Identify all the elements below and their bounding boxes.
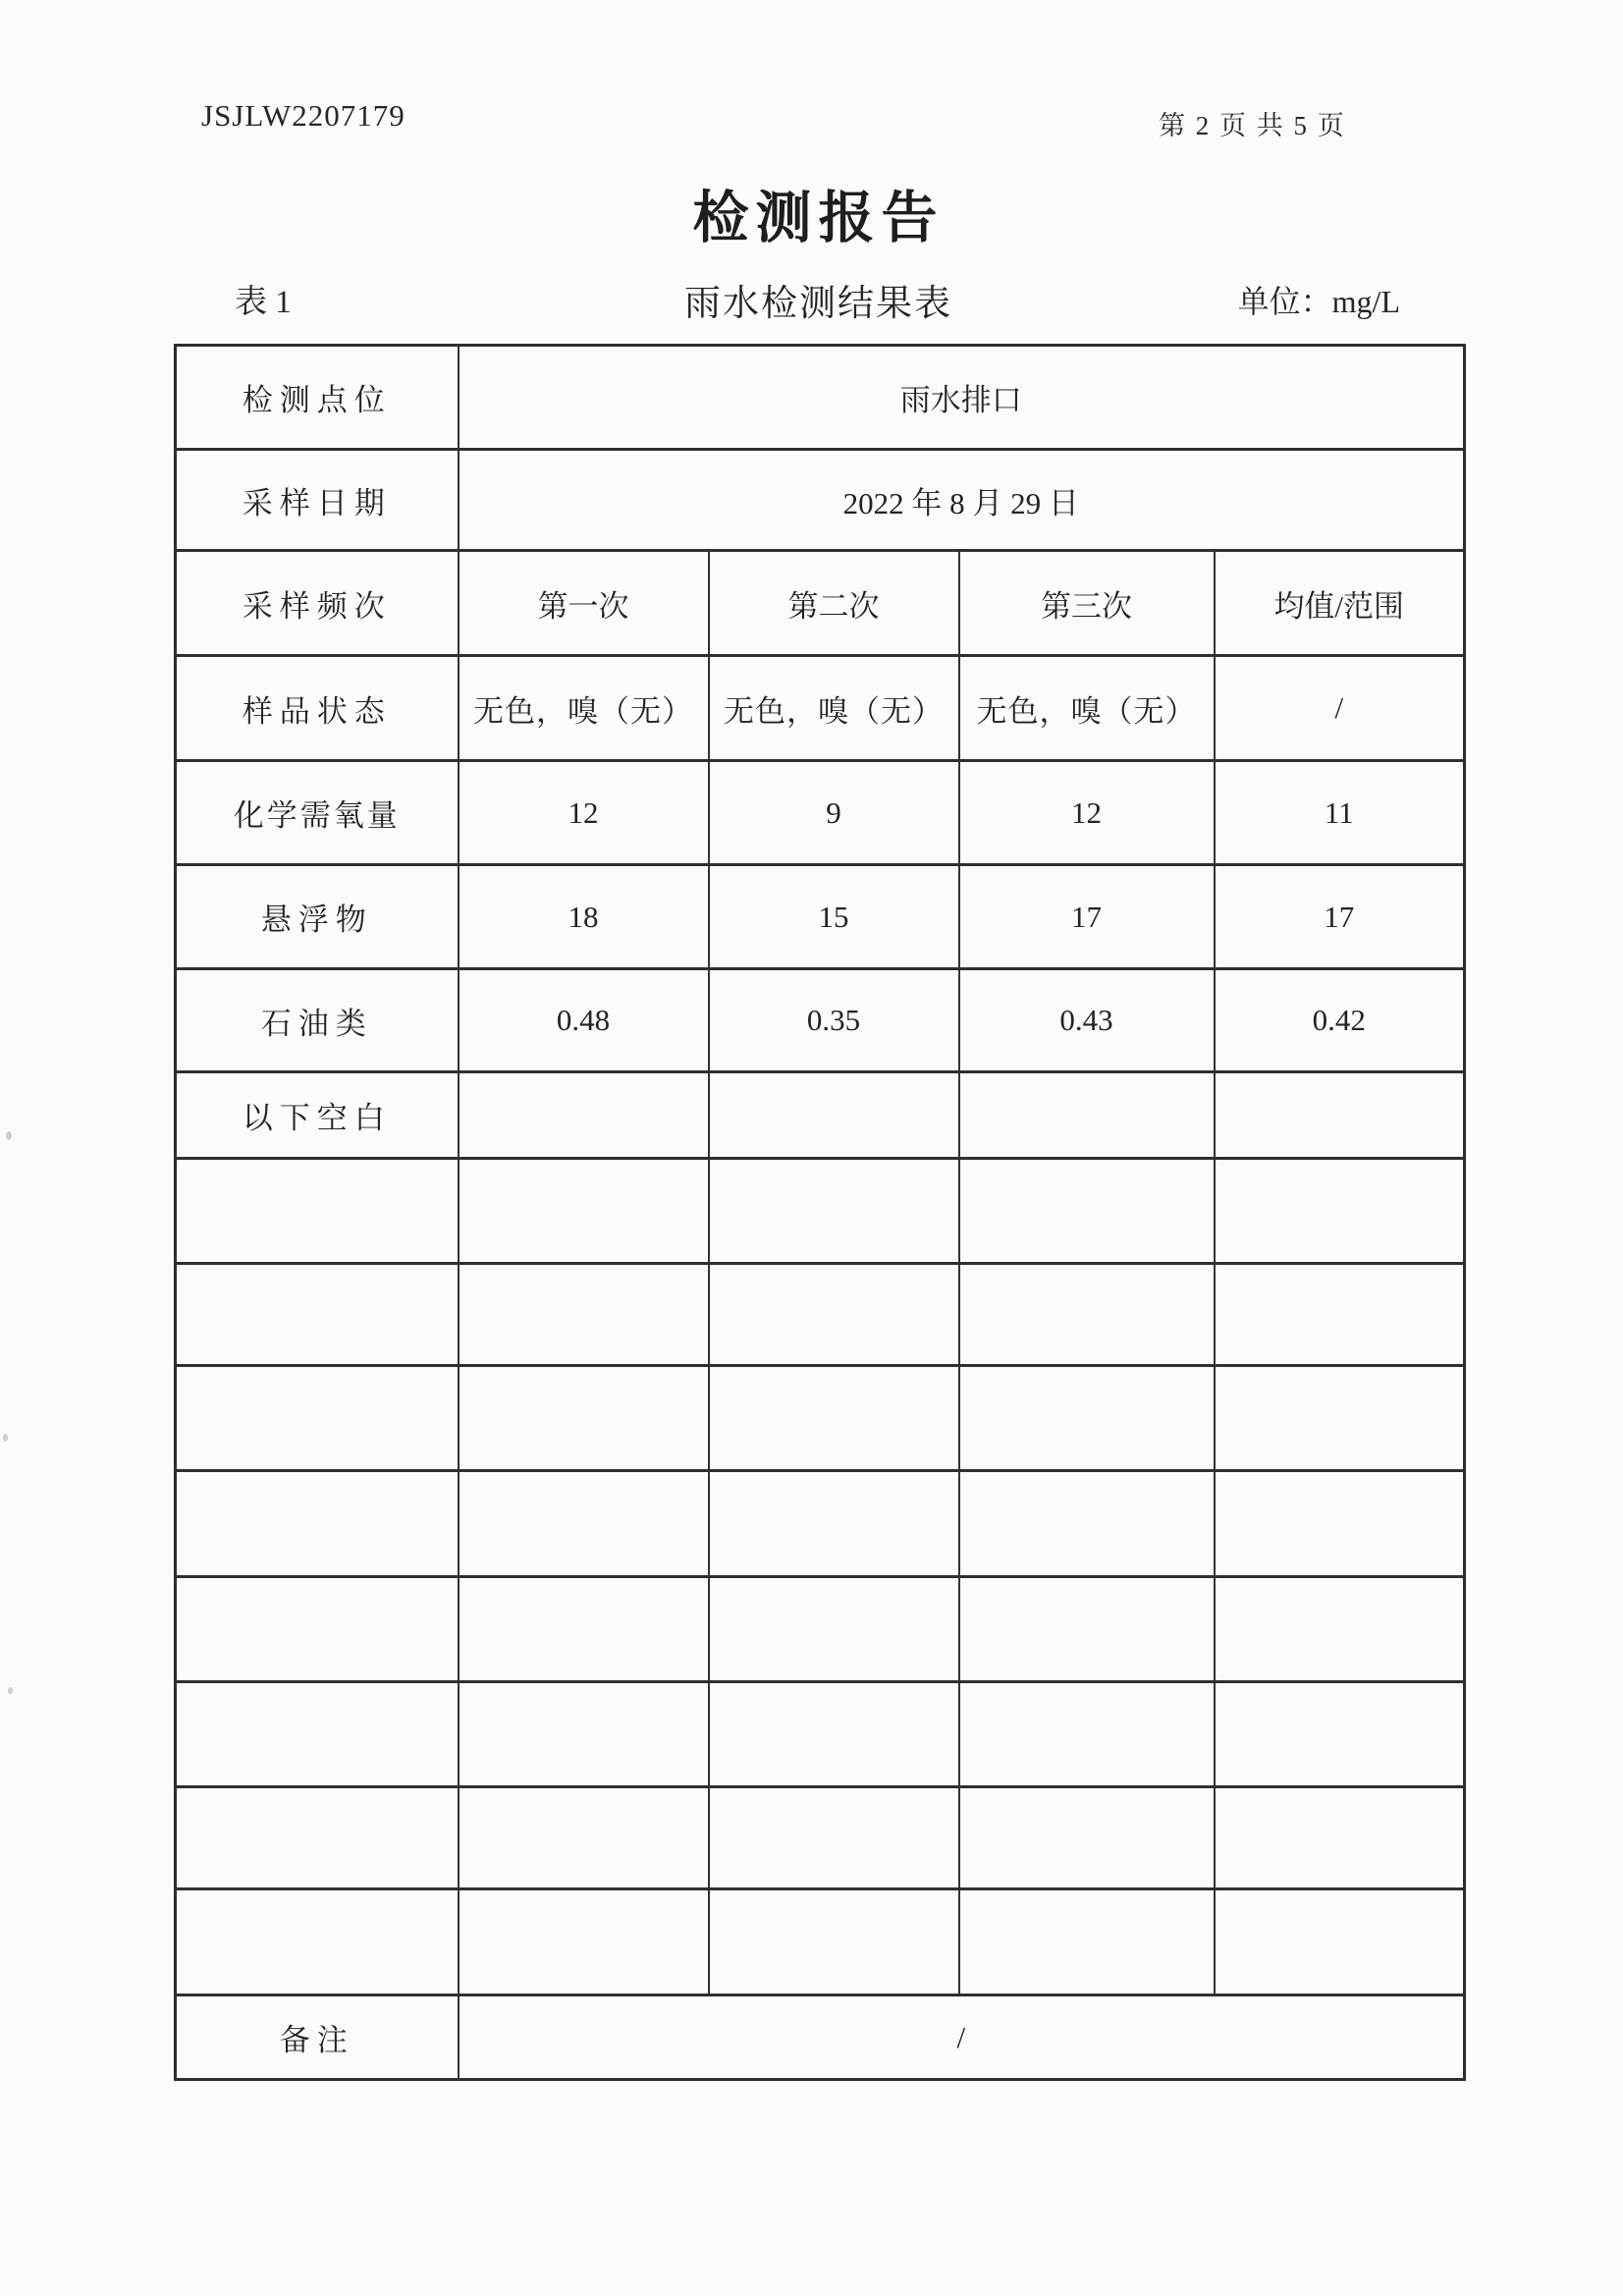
cell-empty — [709, 1471, 959, 1577]
cell-value: 9 — [709, 761, 959, 865]
row-label: 样品状态 — [176, 656, 459, 761]
table-row-sampling-frequency — [176, 551, 1465, 656]
table-row-empty — [176, 1889, 1465, 1995]
cell-value: 0.43 — [959, 969, 1215, 1072]
cell-value: 无色，嗅（无） — [709, 656, 959, 761]
cell-empty — [459, 1787, 709, 1889]
cell-value: 第二次 — [709, 551, 959, 656]
cell-empty — [959, 1577, 1215, 1682]
cell-empty — [709, 1159, 959, 1264]
report-title: 检测报告 — [692, 188, 945, 249]
cell-empty — [959, 1787, 1215, 1889]
cell-empty — [459, 1366, 709, 1471]
table-row-suspended-solids — [176, 865, 1465, 969]
cell-value: / — [1215, 656, 1465, 761]
cell-empty — [459, 1889, 709, 1995]
table-label: 表 1 — [235, 285, 292, 320]
cell-empty — [1215, 1577, 1465, 1682]
table-row-empty — [176, 1159, 1465, 1264]
cell-empty — [959, 1072, 1215, 1159]
cell-empty — [1215, 1159, 1465, 1264]
cell-value: 17 — [959, 865, 1215, 969]
cell-value: 雨水排口 — [459, 346, 1465, 450]
table-caption-row — [174, 273, 1463, 324]
cell-empty — [1215, 1889, 1465, 1995]
table-row-empty — [176, 1787, 1465, 1889]
cell-empty — [709, 1072, 959, 1159]
cell-value: 12 — [459, 761, 709, 865]
row-label: 化学需氧量 — [176, 761, 459, 865]
cell-empty — [709, 1264, 959, 1366]
cell-empty — [709, 1577, 959, 1682]
row-label: 备注 — [176, 1995, 459, 2080]
cell-value: 0.48 — [459, 969, 709, 1072]
cell-empty — [959, 1471, 1215, 1577]
page-number: 第 2 页 共 5 页 — [1159, 111, 1346, 140]
cell-value: 0.35 — [709, 969, 959, 1072]
scan-artifact — [6, 1131, 12, 1140]
scan-artifact — [3, 1434, 8, 1442]
report-code: JSJLW2207179 — [201, 98, 406, 133]
row-label: 石油类 — [176, 969, 459, 1072]
row-label: 采样频次 — [176, 551, 459, 656]
table-title: 雨水检测结果表 — [684, 284, 952, 324]
cell-empty — [459, 1264, 709, 1366]
cell-value: 0.42 — [1215, 969, 1465, 1072]
cell-empty — [709, 1366, 959, 1471]
row-label: 悬浮物 — [176, 865, 459, 969]
cell-empty — [1215, 1682, 1465, 1787]
table-row-blank-below — [176, 1072, 1465, 1159]
row-label: 检测点位 — [176, 346, 459, 450]
table-row-petroleum — [176, 969, 1465, 1072]
cell-value: 无色，嗅（无） — [459, 656, 709, 761]
cell-empty — [459, 1471, 709, 1577]
table-row-empty — [176, 1471, 1465, 1577]
cell-empty — [709, 1787, 959, 1889]
table-row-remarks — [176, 1995, 1465, 2080]
cell-empty — [459, 1682, 709, 1787]
cell-empty — [959, 1366, 1215, 1471]
cell-empty — [709, 1889, 959, 1995]
cell-empty — [459, 1072, 709, 1159]
cell-empty — [1215, 1072, 1465, 1159]
table-row-monitoring-point — [176, 346, 1465, 450]
cell-empty — [959, 1889, 1215, 1995]
cell-value: 18 — [459, 865, 709, 969]
cell-empty — [459, 1577, 709, 1682]
cell-empty — [176, 1264, 459, 1366]
table-row-empty — [176, 1264, 1465, 1366]
cell-empty — [959, 1264, 1215, 1366]
cell-empty — [176, 1577, 459, 1682]
cell-empty — [176, 1366, 459, 1471]
cell-value: 第三次 — [959, 551, 1215, 656]
cell-empty — [176, 1471, 459, 1577]
table-row-empty — [176, 1682, 1465, 1787]
cell-empty — [1215, 1471, 1465, 1577]
cell-empty — [176, 1159, 459, 1264]
cell-empty — [176, 1787, 459, 1889]
rainwater-results-table — [174, 344, 1466, 2081]
cell-value: 15 — [709, 865, 959, 969]
cell-empty — [959, 1682, 1215, 1787]
cell-value: 12 — [959, 761, 1215, 865]
cell-empty — [459, 1159, 709, 1264]
table-row-sampling-date — [176, 450, 1465, 551]
cell-empty — [1215, 1366, 1465, 1471]
cell-empty — [1215, 1264, 1465, 1366]
cell-value: 2022 年 8 月 29 日 — [459, 450, 1465, 551]
cell-empty — [959, 1159, 1215, 1264]
cell-value: 无色，嗅（无） — [959, 656, 1215, 761]
table-row-cod — [176, 761, 1465, 865]
cell-value: 11 — [1215, 761, 1465, 865]
cell-value: 均值/范围 — [1215, 551, 1465, 656]
cell-value: / — [459, 1995, 1465, 2080]
cell-empty — [176, 1682, 459, 1787]
cell-empty — [1215, 1787, 1465, 1889]
cell-empty — [176, 1889, 459, 1995]
cell-value: 17 — [1215, 865, 1465, 969]
table-row-sample-state — [176, 656, 1465, 761]
row-label: 采样日期 — [176, 450, 459, 551]
scan-artifact — [8, 1687, 13, 1694]
table-row-empty — [176, 1577, 1465, 1682]
unit-label: 单位：mg/L — [1237, 284, 1400, 319]
cell-value: 第一次 — [459, 551, 709, 656]
cell-empty — [709, 1682, 959, 1787]
row-label: 以下空白 — [176, 1072, 459, 1159]
table-row-empty — [176, 1366, 1465, 1471]
